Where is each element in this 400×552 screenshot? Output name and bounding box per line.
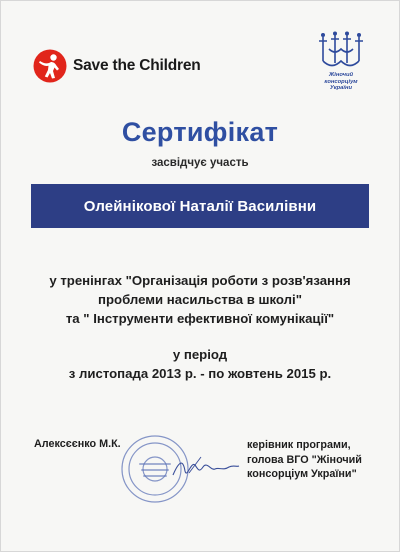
left-signer-name: Алексєєнко М.К.	[34, 438, 121, 450]
right-signer-title	[247, 438, 362, 482]
caption-line: Жіночий	[328, 72, 354, 78]
certificate-subtitle: засвідчує участь	[151, 157, 249, 169]
save-the-children-figure-icon	[33, 49, 67, 83]
training-line: проблеми насильства в школі"	[98, 292, 302, 307]
save-the-children-logo	[33, 49, 201, 83]
certificate-title: Сертифікат	[121, 117, 279, 147]
right-signer-line: консорціум України"	[247, 468, 357, 480]
right-signer-line: голова ВГО "Жіночий	[247, 453, 362, 466]
training-period	[21, 345, 379, 383]
womens-consortium-emblem-icon	[315, 31, 367, 71]
period-line: з листопада 2013 р. - по жовтень 2015 р.	[68, 366, 332, 381]
training-line: та " Інструменти ефективної комунікації"	[65, 311, 335, 326]
recipient-band	[31, 184, 369, 228]
period-line: у період	[172, 347, 228, 362]
training-description	[21, 271, 379, 328]
handwritten-signature	[171, 453, 241, 481]
training-line: у тренінгах "Організація роботи з розв'язання	[49, 273, 351, 288]
womens-consortium-caption	[313, 72, 369, 92]
caption-line: України	[329, 85, 353, 92]
recipient-name: Олейнікової Наталії Василівни	[83, 197, 317, 215]
right-signer-line: керівник програми,	[247, 439, 351, 451]
womens-consortium-logo	[313, 31, 369, 92]
save-the-children-wordmark: Save the Children	[73, 57, 201, 74]
caption-line: консорціум	[324, 78, 358, 85]
